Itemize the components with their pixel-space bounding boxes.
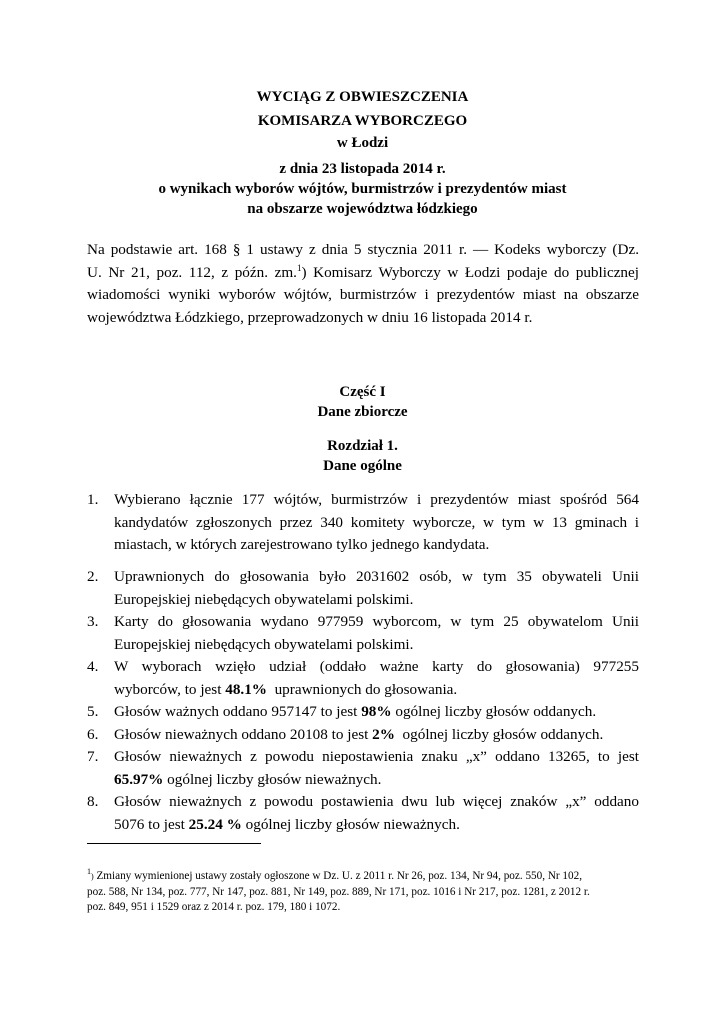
list-item: 4. W wyborach wzięło udział (oddało ważne karty do głosowania) 977255 wyborców, to jest 48.1% uprawnionych do głosowania. — [87, 658, 639, 698]
item-number: 6. — [87, 725, 99, 743]
footnote: $^1$) Zmiany wymienionej ustawy zostały ogłoszone w Dz. U. z 2011 r. Nr 26, poz. 134, Nr 94, poz. 550, Nr 102, poz. 588, Nr 134, poz. 777, Nr 147, poz. 881, Nr 149, poz. 889, Nr 171, poz. 1016 i Nr 217, poz. 1281, z 2012 r. poz. 849, 951 i 1529 oraz z 2014 r. poz. 179, 180 i 1072. — [87, 867, 590, 913]
title-line-2: KOMISARZA WYBORCZEGO — [257, 113, 468, 129]
item-number: 4. — [87, 658, 99, 675]
title-line-3: w Łodzi — [336, 135, 389, 151]
list-item: 2. Uprawnionych do głosowania było 2031602 osób, w tym 35 obywateli Unii Europejskiej niebędących obywatelami polskimi. — [87, 568, 639, 608]
item-number: 8. — [87, 793, 99, 810]
list-item: 3. Karty do głosowania wydano 977959 wyborcom, w tym 25 obywatelom Unii Europejskiej niebędących obywatelami polskimi. — [87, 613, 639, 653]
date-line: z dnia 23 listopada 2014 r. — [279, 161, 446, 177]
turnout-percent: 48.1% — [225, 680, 267, 698]
invalid-votes-percent: 2% — [372, 725, 395, 743]
item-number: 7. — [87, 748, 99, 765]
chapter-subtitle: Dane ogólne — [323, 458, 402, 474]
list-item: 7. Głosów nieważnych z powodu niepostawienia znaku „x” oddano 13265, to jest 65.97% ogólnej liczby głosów nieważnych. — [87, 748, 639, 788]
intro-line: wiadomości wyniki wyborów wójtów, burmistrzów i prezydentów miast na obszarze — [87, 286, 639, 303]
part-subtitle: Dane zbiorcze — [317, 404, 408, 420]
footnote-mark: 1 — [87, 867, 91, 876]
chapter-heading — [0, 437, 725, 476]
no-mark-percent: 65.97% — [114, 770, 164, 788]
list-item: 1. Wybierano łącznie 177 wójtów, burmistrzów i prezydentów miast spośród 564 kandydatów zgłoszonych przez 340 komitety wyborcze, w tym w 13 gminach i miastach, w których zarejestrowano tylko jednego kandydata. — [87, 491, 639, 553]
list-item: 5. Głosów ważnych oddano 957147 to jest 98% ogólnej liczby głosów oddanych. — [87, 701, 639, 724]
title-line-1: WYCIĄG Z OBWIESZCZENIA — [256, 89, 469, 105]
item-number: 3. — [87, 613, 99, 630]
valid-votes-percent: 98% — [361, 703, 392, 720]
multiple-marks-percent: 25.24 % — [188, 815, 242, 833]
document-header — [0, 88, 725, 219]
item-number: 1. — [87, 491, 99, 508]
part-title: Część I — [339, 384, 386, 400]
intro-line: województwa Łódzkiego, przeprowadzonych w dniu 16 listopada 2014 r. — [87, 308, 533, 326]
footnote-reference: 1 — [296, 262, 302, 273]
item-number: 2. — [87, 568, 99, 585]
chapter-title: Rozdział 1. — [327, 438, 398, 454]
numbered-list — [87, 566, 639, 836]
item-number: 5. — [87, 703, 99, 720]
subject-line-2: na obszarze województwa łódzkiego — [247, 201, 478, 217]
footnote-separator — [87, 843, 261, 844]
subject-line-1: o wynikach wyborów wójtów, burmistrzów i prezydentów miast — [158, 181, 567, 197]
intro-line: Na podstawie art. 168 § 1 ustawy z dnia 5 stycznia 2011 r. — Kodeks wyborczy (Dz. — [87, 241, 639, 258]
intro-paragraph — [87, 239, 639, 329]
list-item: 8. Głosów nieważnych z powodu postawienia dwu lub więcej znaków „x” oddano 5076 to jest 25.24 % ogólnej liczby głosów nieważnych. — [87, 793, 639, 833]
part-heading — [0, 383, 725, 422]
list-item: 6. Głosów nieważnych oddano 20108 to jest 2% ogólnej liczby głosów oddanych. — [87, 724, 639, 747]
intro-line: U. Nr 21, poz. 112, z późn. zm.$^1$) Komisarz Wyborczy w Łodzi podaje do publicznej — [87, 262, 639, 281]
